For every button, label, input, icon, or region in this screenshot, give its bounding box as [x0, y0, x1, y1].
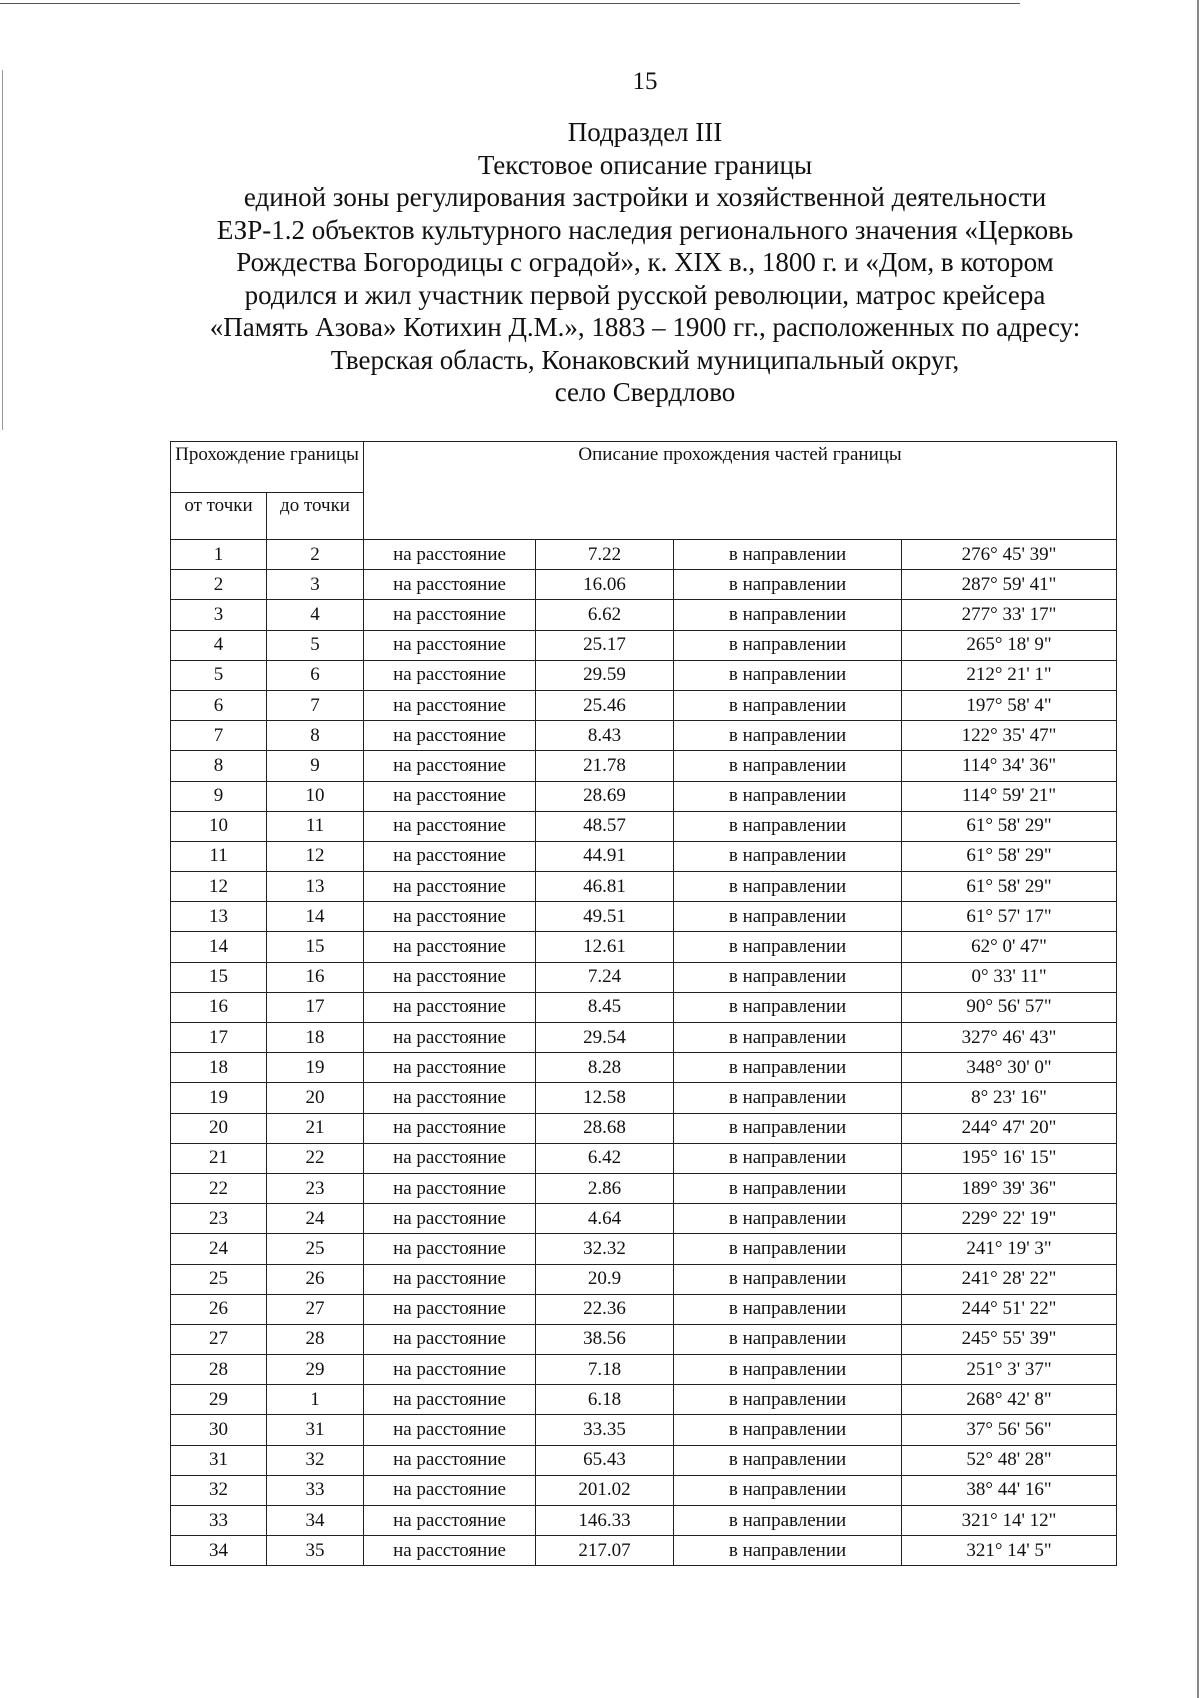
cell-distance-value: 8.45: [536, 992, 674, 1022]
cell-to-point: 18: [267, 1023, 364, 1053]
cell-to-point: 23: [267, 1173, 364, 1203]
cell-bearing-value: 251° 3' 37": [902, 1355, 1117, 1385]
cell-bearing-value: 241° 19' 3": [902, 1234, 1117, 1264]
cell-to-point: 7: [267, 690, 364, 720]
table-row: [171, 1053, 1117, 1083]
cell-to-point: 13: [267, 872, 364, 902]
cell-distance-value: 6.18: [536, 1385, 674, 1415]
cell-bearing-value: 327° 46' 43": [902, 1023, 1117, 1053]
heading-line: Подраздел III: [567, 117, 723, 147]
table-row: [171, 932, 1117, 962]
cell-direction-label: в направлении: [674, 1083, 902, 1113]
cell-bearing-value: 189° 39' 36": [902, 1173, 1117, 1203]
cell-to-point: 31: [267, 1415, 364, 1445]
heading-line: Тверская область, Конаковский муниципальный округ,: [330, 344, 960, 375]
cell-to-point: 8: [267, 721, 364, 751]
table-row: [171, 1294, 1117, 1324]
cell-to-point: 16: [267, 962, 364, 992]
table-row: [171, 1083, 1117, 1113]
table-row: [171, 902, 1117, 932]
cell-distance-value: 46.81: [536, 872, 674, 902]
cell-distance-value: 201.02: [536, 1475, 674, 1505]
table-row: [171, 751, 1117, 781]
cell-direction-label: в направлении: [674, 690, 902, 720]
heading-line: Рождества Богородицы с оградой», к. XIX в., 1800 г. и «Дом, в котором: [236, 247, 1054, 277]
heading-line: ЕЗР-1.2 объектов культурного наследия регионального значения «Церковь: [216, 214, 1074, 245]
table-row: [171, 540, 1117, 570]
cell-from-point: 33: [171, 1506, 267, 1536]
cell-distance-label: на расстояние: [364, 1506, 536, 1536]
cell-bearing-value: 90° 56' 57": [902, 992, 1117, 1022]
heading-line: единой зоны регулирования застройки и хозяйственной деятельности: [243, 182, 1047, 212]
cell-to-point: 26: [267, 1264, 364, 1294]
cell-from-point: 6: [171, 690, 267, 720]
cell-distance-value: 7.24: [536, 962, 674, 992]
cell-distance-label: на расстояние: [364, 781, 536, 811]
cell-distance-value: 20.9: [536, 1264, 674, 1294]
cell-distance-label: на расстояние: [364, 630, 536, 660]
cell-to-point: 17: [267, 992, 364, 1022]
cell-distance-value: 8.28: [536, 1053, 674, 1083]
cell-direction-label: в направлении: [674, 841, 902, 871]
cell-direction-label: в направлении: [674, 570, 902, 600]
cell-to-point: 29: [267, 1355, 364, 1385]
table-body: [171, 540, 1117, 1566]
cell-to-point: 27: [267, 1294, 364, 1324]
cell-to-point: 32: [267, 1445, 364, 1475]
cell-from-point: 21: [171, 1143, 267, 1173]
heading-line: Текстовое описание границы: [477, 149, 813, 180]
cell-from-point: 5: [171, 660, 267, 690]
cell-distance-label: на расстояние: [364, 1385, 536, 1415]
cell-direction-label: в направлении: [674, 1204, 902, 1234]
cell-to-point: 25: [267, 1234, 364, 1264]
header-passage: Прохождение границы: [171, 442, 364, 493]
cell-distance-value: 25.46: [536, 690, 674, 720]
cell-distance-label: на расстояние: [364, 540, 536, 570]
cell-to-point: 20: [267, 1083, 364, 1113]
cell-from-point: 26: [171, 1294, 267, 1324]
cell-distance-label: на расстояние: [364, 751, 536, 781]
cell-direction-label: в направлении: [674, 540, 902, 570]
cell-distance-value: 6.62: [536, 600, 674, 630]
cell-distance-value: 12.58: [536, 1083, 674, 1113]
cell-from-point: 19: [171, 1083, 267, 1113]
cell-direction-label: в направлении: [674, 781, 902, 811]
cell-distance-label: на расстояние: [364, 1143, 536, 1173]
heading-line: село Свердлово: [554, 377, 736, 407]
table-row: [171, 1234, 1117, 1264]
cell-to-point: 2: [267, 540, 364, 570]
cell-bearing-value: 61° 58' 29": [902, 811, 1117, 841]
cell-bearing-value: 321° 14' 12": [902, 1506, 1117, 1536]
cell-bearing-value: 277° 33' 17": [902, 600, 1117, 630]
cell-direction-label: в направлении: [674, 1023, 902, 1053]
cell-distance-value: 21.78: [536, 751, 674, 781]
cell-bearing-value: 114° 59' 21": [902, 781, 1117, 811]
cell-from-point: 1: [171, 540, 267, 570]
cell-distance-value: 29.59: [536, 660, 674, 690]
cell-distance-value: 49.51: [536, 902, 674, 932]
cell-to-point: 35: [267, 1536, 364, 1566]
cell-from-point: 27: [171, 1324, 267, 1354]
cell-bearing-value: 61° 57' 17": [902, 902, 1117, 932]
cell-to-point: 4: [267, 600, 364, 630]
cell-direction-label: в направлении: [674, 1143, 902, 1173]
cell-distance-value: 2.86: [536, 1173, 674, 1203]
cell-distance-value: 7.22: [536, 540, 674, 570]
cell-distance-value: 16.06: [536, 570, 674, 600]
cell-to-point: 28: [267, 1324, 364, 1354]
cell-bearing-value: 38° 44' 16": [902, 1475, 1117, 1505]
cell-bearing-value: 212° 21' 1": [902, 660, 1117, 690]
cell-direction-label: в направлении: [674, 992, 902, 1022]
cell-from-point: 16: [171, 992, 267, 1022]
cell-distance-value: 6.42: [536, 1143, 674, 1173]
cell-from-point: 20: [171, 1113, 267, 1143]
cell-distance-value: 28.69: [536, 781, 674, 811]
table-row: [171, 1355, 1117, 1385]
table-row: [171, 992, 1117, 1022]
cell-distance-value: 29.54: [536, 1023, 674, 1053]
table-row: [171, 1204, 1117, 1234]
cell-from-point: 34: [171, 1536, 267, 1566]
cell-to-point: 34: [267, 1506, 364, 1536]
cell-direction-label: в направлении: [674, 902, 902, 932]
table-row: [171, 962, 1117, 992]
cell-direction-label: в направлении: [674, 1173, 902, 1203]
cell-distance-label: на расстояние: [364, 932, 536, 962]
cell-distance-value: 7.18: [536, 1355, 674, 1385]
cell-direction-label: в направлении: [674, 600, 902, 630]
table-row: [171, 1415, 1117, 1445]
header-from-point: от точки: [171, 493, 267, 540]
cell-distance-value: 38.56: [536, 1324, 674, 1354]
cell-distance-label: на расстояние: [364, 811, 536, 841]
table-row: [171, 841, 1117, 871]
cell-bearing-value: 245° 55' 39": [902, 1324, 1117, 1354]
cell-direction-label: в направлении: [674, 1234, 902, 1264]
cell-from-point: 22: [171, 1173, 267, 1203]
cell-to-point: 10: [267, 781, 364, 811]
cell-direction-label: в направлении: [674, 1355, 902, 1385]
table-row: [171, 660, 1117, 690]
table-row: [171, 781, 1117, 811]
cell-bearing-value: 265° 18' 9": [902, 630, 1117, 660]
cell-to-point: 12: [267, 841, 364, 871]
cell-distance-label: на расстояние: [364, 1023, 536, 1053]
cell-to-point: 24: [267, 1204, 364, 1234]
cell-distance-value: 33.35: [536, 1415, 674, 1445]
header-to-point: до точки: [267, 493, 364, 540]
cell-distance-value: 217.07: [536, 1536, 674, 1566]
cell-from-point: 23: [171, 1204, 267, 1234]
cell-distance-value: 65.43: [536, 1445, 674, 1475]
cell-to-point: 1: [267, 1385, 364, 1415]
cell-to-point: 19: [267, 1053, 364, 1083]
cell-bearing-value: 348° 30' 0": [902, 1053, 1117, 1083]
cell-from-point: 18: [171, 1053, 267, 1083]
cell-distance-label: на расстояние: [364, 1264, 536, 1294]
cell-direction-label: в направлении: [674, 1475, 902, 1505]
table-row: [171, 570, 1117, 600]
table-row: [171, 872, 1117, 902]
cell-distance-value: 28.68: [536, 1113, 674, 1143]
cell-direction-label: в направлении: [674, 1294, 902, 1324]
cell-distance-label: на расстояние: [364, 841, 536, 871]
cell-bearing-value: 197° 58' 4": [902, 690, 1117, 720]
cell-from-point: 15: [171, 962, 267, 992]
cell-from-point: 28: [171, 1355, 267, 1385]
cell-distance-label: на расстояние: [364, 690, 536, 720]
table-row: [171, 1536, 1117, 1566]
cell-distance-value: 146.33: [536, 1506, 674, 1536]
cell-bearing-value: 229° 22' 19": [902, 1204, 1117, 1234]
table-row: [171, 1445, 1117, 1475]
cell-direction-label: в направлении: [674, 660, 902, 690]
table-row: [171, 600, 1117, 630]
cell-direction-label: в направлении: [674, 1053, 902, 1083]
cell-from-point: 17: [171, 1023, 267, 1053]
cell-distance-label: на расстояние: [364, 1204, 536, 1234]
boundary-table: [170, 441, 1117, 1566]
cell-to-point: 9: [267, 751, 364, 781]
cell-distance-label: на расстояние: [364, 962, 536, 992]
cell-from-point: 7: [171, 721, 267, 751]
cell-bearing-value: 114° 34' 36": [902, 751, 1117, 781]
cell-to-point: 5: [267, 630, 364, 660]
cell-bearing-value: 62° 0' 47": [902, 932, 1117, 962]
cell-distance-label: на расстояние: [364, 1355, 536, 1385]
scan-top-rule: [0, 3, 1020, 4]
cell-from-point: 32: [171, 1475, 267, 1505]
cell-to-point: 22: [267, 1143, 364, 1173]
table-row: [171, 1506, 1117, 1536]
cell-distance-label: на расстояние: [364, 902, 536, 932]
cell-direction-label: в направлении: [674, 1113, 902, 1143]
table-row: [171, 690, 1117, 720]
cell-from-point: 9: [171, 781, 267, 811]
cell-from-point: 4: [171, 630, 267, 660]
cell-direction-label: в направлении: [674, 1264, 902, 1294]
cell-distance-label: на расстояние: [364, 1294, 536, 1324]
cell-to-point: 15: [267, 932, 364, 962]
table-row: [171, 1113, 1117, 1143]
cell-from-point: 11: [171, 841, 267, 871]
table-row: [171, 630, 1117, 660]
cell-distance-label: на расстояние: [364, 1234, 536, 1264]
table-row: [171, 1475, 1117, 1505]
table-row: [171, 1143, 1117, 1173]
cell-distance-value: 44.91: [536, 841, 674, 871]
cell-direction-label: в направлении: [674, 872, 902, 902]
cell-distance-label: на расстояние: [364, 992, 536, 1022]
cell-from-point: 30: [171, 1415, 267, 1445]
cell-from-point: 12: [171, 872, 267, 902]
cell-from-point: 8: [171, 751, 267, 781]
cell-distance-label: на расстояние: [364, 1445, 536, 1475]
cell-bearing-value: 268° 42' 8": [902, 1385, 1117, 1415]
cell-distance-label: на расстояние: [364, 1053, 536, 1083]
cell-direction-label: в направлении: [674, 932, 902, 962]
cell-direction-label: в направлении: [674, 1324, 902, 1354]
cell-distance-label: на расстояние: [364, 1415, 536, 1445]
cell-distance-label: на расстояние: [364, 570, 536, 600]
cell-bearing-value: 37° 56' 56": [902, 1415, 1117, 1445]
table-row: [171, 1385, 1117, 1415]
cell-bearing-value: 8° 23' 16": [902, 1083, 1117, 1113]
cell-distance-label: на расстояние: [364, 872, 536, 902]
cell-distance-value: 25.17: [536, 630, 674, 660]
cell-direction-label: в направлении: [674, 721, 902, 751]
cell-from-point: 14: [171, 932, 267, 962]
cell-from-point: 3: [171, 600, 267, 630]
cell-distance-value: 48.57: [536, 811, 674, 841]
cell-distance-value: 22.36: [536, 1294, 674, 1324]
cell-from-point: 13: [171, 902, 267, 932]
cell-bearing-value: 276° 45' 39": [902, 540, 1117, 570]
cell-bearing-value: 321° 14' 5": [902, 1536, 1117, 1566]
cell-distance-value: 12.61: [536, 932, 674, 962]
cell-bearing-value: 244° 51' 22": [902, 1294, 1117, 1324]
cell-to-point: 21: [267, 1113, 364, 1143]
cell-distance-label: на расстояние: [364, 600, 536, 630]
cell-direction-label: в направлении: [674, 1506, 902, 1536]
cell-distance-label: на расстояние: [364, 1475, 536, 1505]
cell-bearing-value: 0° 33' 11": [902, 962, 1117, 992]
cell-distance-value: 32.32: [536, 1234, 674, 1264]
cell-direction-label: в направлении: [674, 811, 902, 841]
cell-distance-label: на расстояние: [364, 660, 536, 690]
cell-to-point: 33: [267, 1475, 364, 1505]
cell-distance-value: 8.43: [536, 721, 674, 751]
cell-direction-label: в направлении: [674, 751, 902, 781]
table-row: [171, 811, 1117, 841]
table-row: [171, 721, 1117, 751]
cell-direction-label: в направлении: [674, 1536, 902, 1566]
table-row: [171, 1023, 1117, 1053]
scan-left-edge: [2, 70, 3, 430]
cell-direction-label: в направлении: [674, 630, 902, 660]
cell-bearing-value: 241° 28' 22": [902, 1264, 1117, 1294]
cell-distance-label: на расстояние: [364, 1083, 536, 1113]
heading-line: «Память Азова» Котихин Д.М.», 1883 – 1900 гг., расположенных по адресу:: [209, 312, 1081, 342]
cell-to-point: 6: [267, 660, 364, 690]
cell-bearing-value: 287° 59' 41": [902, 570, 1117, 600]
heading-line: родился и жил участник первой русской революции, матрос крейсера: [244, 279, 1046, 310]
cell-distance-value: 4.64: [536, 1204, 674, 1234]
cell-from-point: 31: [171, 1445, 267, 1475]
cell-bearing-value: 244° 47' 20": [902, 1113, 1117, 1143]
cell-direction-label: в направлении: [674, 1445, 902, 1475]
cell-from-point: 29: [171, 1385, 267, 1415]
cell-direction-label: в направлении: [674, 1415, 902, 1445]
cell-from-point: 24: [171, 1234, 267, 1264]
cell-bearing-value: 52° 48' 28": [902, 1445, 1117, 1475]
cell-bearing-value: 61° 58' 29": [902, 841, 1117, 871]
cell-from-point: 2: [171, 570, 267, 600]
cell-distance-label: на расстояние: [364, 1324, 536, 1354]
cell-direction-label: в направлении: [674, 1385, 902, 1415]
cell-to-point: 14: [267, 902, 364, 932]
cell-bearing-value: 61° 58' 29": [902, 872, 1117, 902]
cell-bearing-value: 122° 35' 47": [902, 721, 1117, 751]
section-heading: [170, 116, 1120, 409]
cell-bearing-value: 195° 16' 15": [902, 1143, 1117, 1173]
page-number: 15: [632, 68, 658, 95]
table-row: [171, 1173, 1117, 1203]
cell-to-point: 11: [267, 811, 364, 841]
cell-distance-label: на расстояние: [364, 1113, 536, 1143]
cell-to-point: 3: [267, 570, 364, 600]
cell-distance-label: на расстояние: [364, 1536, 536, 1566]
cell-from-point: 25: [171, 1264, 267, 1294]
scan-right-edge: [1197, 0, 1199, 1698]
cell-direction-label: в направлении: [674, 962, 902, 992]
table-row: [171, 1264, 1117, 1294]
header-description: Описание прохождения частей границы: [364, 442, 1117, 540]
cell-distance-label: на расстояние: [364, 721, 536, 751]
cell-from-point: 10: [171, 811, 267, 841]
table-row: [171, 1324, 1117, 1354]
cell-distance-label: на расстояние: [364, 1173, 536, 1203]
